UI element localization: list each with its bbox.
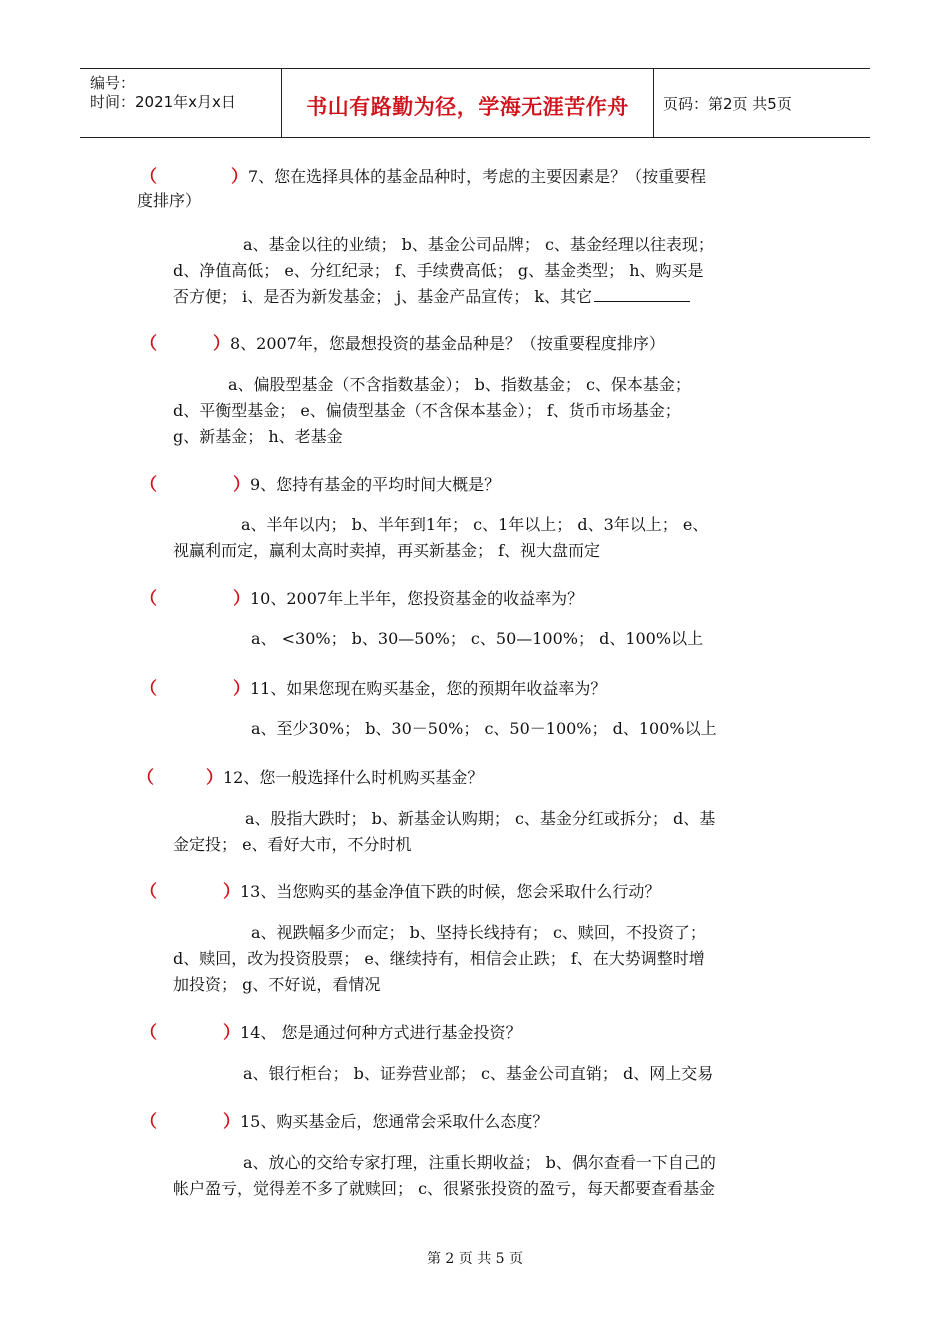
answer-paren-close: ） xyxy=(206,768,223,788)
answer-paren-close: ） xyxy=(223,1112,240,1132)
answer-paren-open: （ xyxy=(140,589,157,609)
question-options xyxy=(173,1150,818,1202)
answer-paren-close: ） xyxy=(231,167,248,187)
option-line: 否方便； i、是否为新发基金； j、基金产品宣传； k、其它 xyxy=(173,287,593,306)
question-text-cont: 度排序） xyxy=(137,191,202,210)
question-text: 9、您持有基金的平均时间大概是？ xyxy=(250,475,501,494)
answer-paren-open: （ xyxy=(137,768,154,788)
motto-text: 书山有路勤为径，学海无涯苦作舟 xyxy=(306,95,629,119)
question-text: 10、2007年上半年，您投资基金的收益率为？ xyxy=(250,589,584,608)
answer-paren-open: （ xyxy=(140,167,157,187)
page-header xyxy=(80,68,870,138)
question-options xyxy=(173,806,818,858)
question-options xyxy=(173,716,818,742)
option-line: d、平衡型基金； e、偏债型基金（不含保本基金）； f、货币市场基金； xyxy=(173,401,681,420)
option-line: d、赎回，改为投资股票； e、继续持有，相信会止跌； f、在大势调整时增 xyxy=(173,949,705,968)
answer-paren-close: ） xyxy=(233,589,250,609)
page-footer: 第 2 页 共 5 页 xyxy=(426,1251,524,1267)
question-text: 15、购买基金后，您通常会采取什么态度？ xyxy=(240,1112,549,1131)
option-line: a、偏股型基金（不含指数基金）； b、指数基金； c、保本基金； xyxy=(228,375,691,394)
answer-paren-close: ） xyxy=(233,679,250,699)
other-fill-blank[interactable] xyxy=(594,287,690,302)
option-line: a、股指大跌时； b、新基金认购期； c、基金分红或拆分； d、基 xyxy=(245,809,716,828)
time-label: 时间：2021年x月x日 xyxy=(90,93,236,111)
option-line: a、至少30%； b、30－50%； c、50－100%； d、100%以上 xyxy=(251,719,717,738)
header-meta-cell xyxy=(80,69,282,137)
answer-paren-open: （ xyxy=(140,882,157,902)
answer-paren-open: （ xyxy=(140,679,157,699)
option-line: 金定投； e、看好大市，不分时机 xyxy=(173,835,412,854)
option-line: 帐户盈亏，觉得差不多了就赎回； c、很紧张投资的盈亏，每天都要查看基金 xyxy=(173,1179,716,1198)
question-text: 7、您在选择具体的基金品种时，考虑的主要因素是？（按重要程 xyxy=(248,167,707,186)
number-label: 编号： xyxy=(90,74,136,92)
question-options xyxy=(173,232,818,310)
option-line: a、 <30%； b、30—50%； c、50—100%； d、100%以上 xyxy=(251,629,704,648)
option-line: g、新基金； h、老基金 xyxy=(173,427,343,446)
option-line: a、半年以内； b、半年到1年； c、1年以上； d、3年以上； e、 xyxy=(241,515,709,534)
answer-paren-close: ） xyxy=(213,334,230,354)
answer-paren-open: （ xyxy=(140,475,157,495)
question-options xyxy=(173,920,818,998)
question-text: 13、当您购买的基金净值下跌的时候，您会采取什么行动？ xyxy=(240,882,661,901)
answer-paren-close: ） xyxy=(223,1023,240,1043)
option-line: a、放心的交给专家打理，注重长期收益； b、偶尔查看一下自己的 xyxy=(243,1153,716,1172)
option-line: a、银行柜台； b、证券营业部； c、基金公司直销； d、网上交易 xyxy=(243,1064,714,1083)
header-motto-cell xyxy=(282,69,654,137)
answer-paren-open: （ xyxy=(140,334,157,354)
question-text: 8、2007年，您最想投资的基金品种是？（按重要程度排序） xyxy=(230,334,665,353)
question-options xyxy=(173,626,818,652)
answer-paren-open: （ xyxy=(140,1112,157,1132)
question-text: 14、 您是通过何种方式进行基金投资？ xyxy=(240,1023,522,1042)
answer-paren-close: ） xyxy=(233,475,250,495)
question-options xyxy=(173,1061,818,1087)
option-line: a、视跌幅多少而定； b、坚持长线持有； c、赎回，不投资了； xyxy=(251,923,706,942)
option-line: 视赢利而定，赢利太高时卖掉，再买新基金； f、视大盘而定 xyxy=(173,541,601,560)
question-options xyxy=(173,512,818,564)
option-line: 加投资； g、不好说，看情况 xyxy=(173,975,381,994)
answer-paren-open: （ xyxy=(140,1023,157,1043)
option-line: d、净值高低； e、分红纪录； f、手续费高低； g、基金类型； h、购买是 xyxy=(173,261,704,280)
question-text: 12、您一般选择什么时机购买基金？ xyxy=(223,768,484,787)
page-code: 页码：第2页 共5页 xyxy=(663,95,792,113)
header-page-cell xyxy=(655,69,870,137)
option-line: a、基金以往的业绩； b、基金公司品牌； c、基金经理以往表现； xyxy=(243,235,714,254)
answer-paren-close: ） xyxy=(223,882,240,902)
question-text: 11、如果您现在购买基金，您的预期年收益率为？ xyxy=(250,679,607,698)
question-options xyxy=(173,372,818,450)
